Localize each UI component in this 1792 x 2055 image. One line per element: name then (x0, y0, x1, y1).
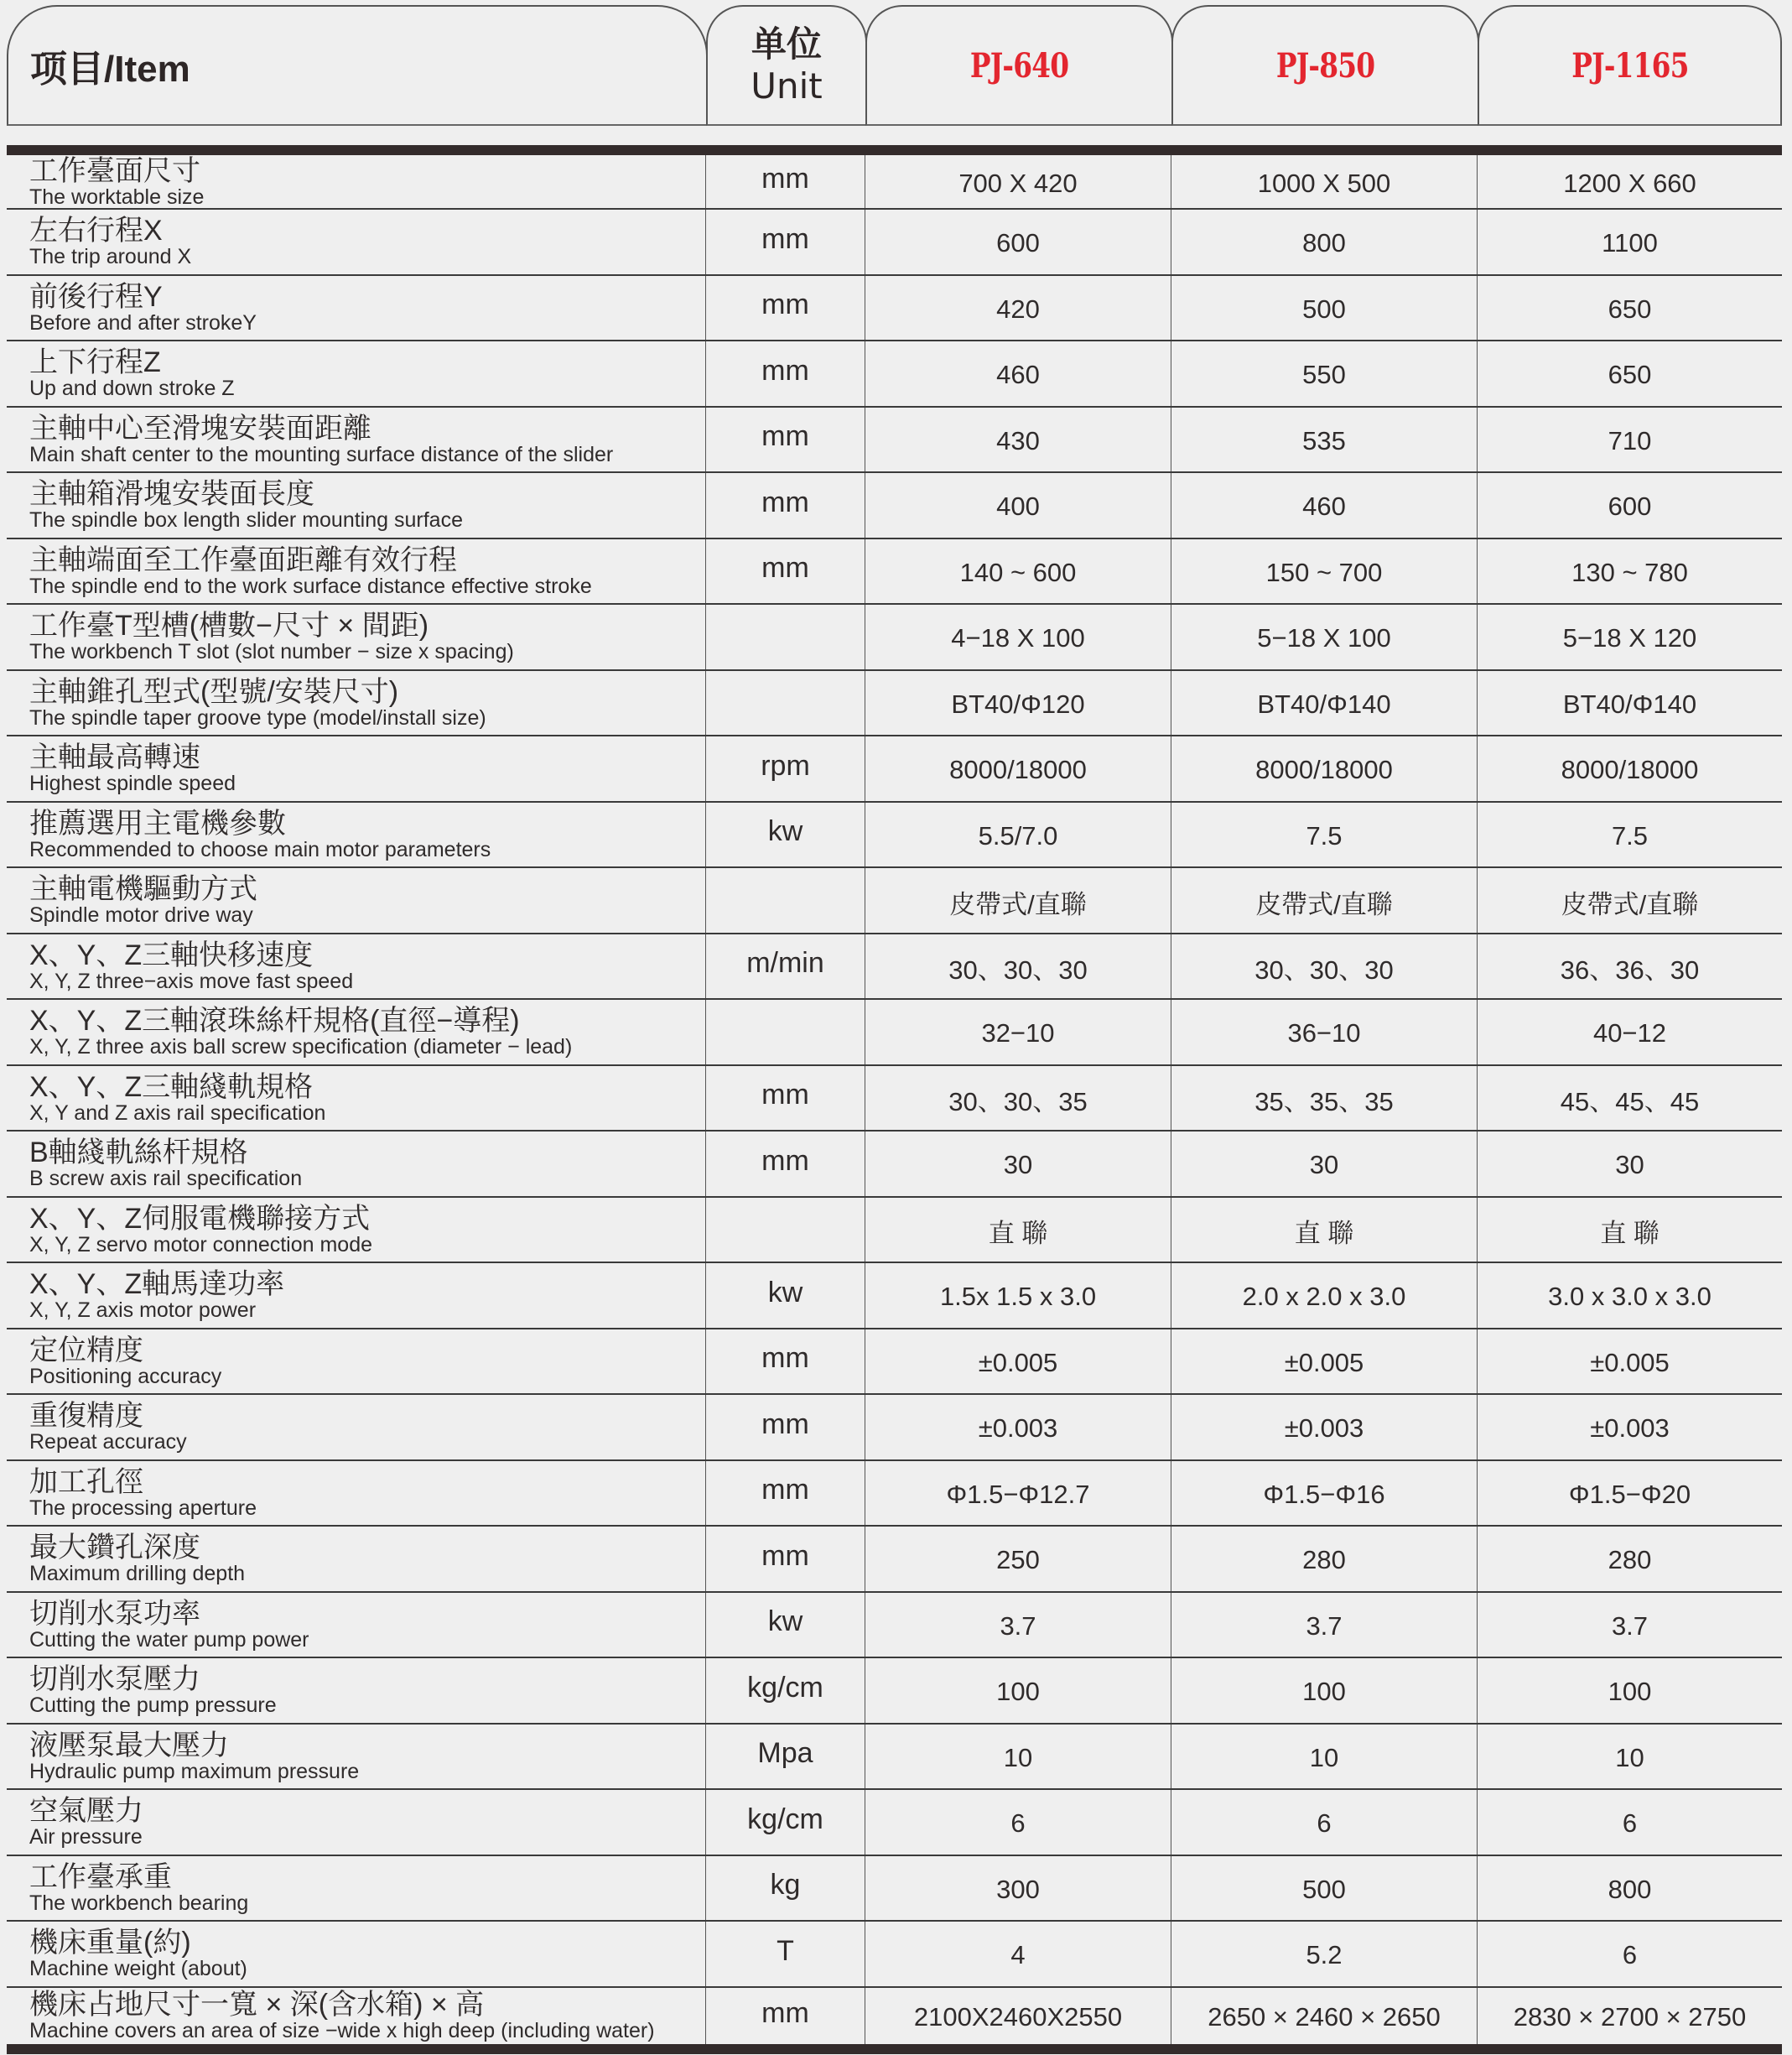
value-cell-pj1165: 3.0 x 3.0 x 3.0 (1548, 1282, 1711, 1312)
value-cell-pj640: 2100X2460X2550 (865, 1988, 1171, 2044)
table-row (7, 539, 1782, 606)
value-cell-pj850: 30 (1171, 1132, 1478, 1196)
table-row (7, 1593, 1782, 1659)
item-name-zh: 重復精度 (29, 1400, 143, 1433)
unit-cell: mm (706, 276, 865, 341)
unit-cell: mm (706, 1395, 865, 1459)
value-cell-pj1165: 40−12 (1592, 1018, 1667, 1048)
unit-cell: mm (706, 473, 865, 538)
item-name-en: Before and after strokeY (29, 310, 257, 335)
value-cell-pj640: 420 (865, 276, 1171, 341)
value-cell-pj850: 7.5 (1171, 803, 1478, 867)
table-row (7, 1790, 1782, 1856)
value-cell-pj640: 4−18 X 100 (865, 605, 1171, 669)
header-divider-bar (7, 145, 1782, 155)
value-cell-pj640: 700 X 420 (865, 155, 1171, 208)
item-name-zh: X、Y、Z軸馬達功率 (29, 1268, 285, 1301)
unit-cell: kg/cm (706, 1658, 865, 1723)
value-cell-pj640: 皮帶式/直聯 (865, 868, 1171, 933)
value-cell-pj850: ±0.005 (1171, 1329, 1478, 1394)
value-cell-pj1165: 7.5 (1611, 820, 1649, 851)
value-cell-pj640: 250 (865, 1527, 1171, 1591)
value-cell-pj640: Φ1.5−Φ12.7 (865, 1461, 1171, 1526)
item-name-zh: 空氣壓力 (29, 1795, 143, 1828)
table-row (7, 671, 1782, 737)
value-cell-pj640: 5.5/7.0 (865, 803, 1171, 867)
unit-cell: mm (706, 1461, 865, 1526)
item-cell (7, 605, 706, 669)
item-name-zh: X、Y、Z三軸滾珠絲杆規格(直徑−導程) (29, 1005, 520, 1038)
item-name-en: X, Y, Z axis motor power (29, 1298, 257, 1323)
item-name-en: Up and down stroke Z (29, 377, 235, 401)
item-name-zh: 左右行程X (29, 215, 163, 247)
value-cell-pj1165: 6 (1622, 1808, 1638, 1839)
table-row (7, 1395, 1782, 1461)
value-cell-pj640: 430 (865, 408, 1171, 472)
value-cell-pj640: 300 (865, 1856, 1171, 1921)
item-cell (7, 1527, 706, 1591)
table-row (7, 1198, 1782, 1264)
item-name-en: Cutting the pump pressure (29, 1693, 277, 1718)
unit-cell: mm (706, 408, 865, 472)
value-cell-pj640: ±0.003 (865, 1395, 1171, 1459)
item-name-zh: B軸綫軌絲杆規格 (29, 1137, 248, 1169)
value-cell-pj1165: 130 ~ 780 (1571, 557, 1688, 587)
value-cell-pj850: 550 (1171, 341, 1478, 406)
value-cell-pj1165: 10 (1615, 1742, 1644, 1772)
unit-cell (706, 1000, 865, 1064)
item-name-en: Air pressure (29, 1825, 143, 1850)
item-cell (7, 276, 706, 341)
unit-cell: mm (706, 341, 865, 406)
unit-cell (706, 1198, 865, 1262)
table-row (7, 1922, 1782, 1988)
table-row (7, 408, 1782, 474)
item-cell (7, 1329, 706, 1394)
unit-cell: mm (706, 1988, 865, 2044)
value-cell-pj850: 2650 × 2460 × 2650 (1171, 1988, 1478, 2044)
item-name-en: Main shaft center to the mounting surface distance of the slider (29, 442, 614, 466)
value-cell-pj640: 10 (865, 1725, 1171, 1789)
item-name-en: X, Y, Z three axis ball screw specification (diameter − lead) (29, 1035, 573, 1059)
item-cell (7, 408, 706, 472)
item-name-zh: 主軸電機驅動方式 (29, 873, 257, 906)
value-cell-pj1165: 1100 (1602, 228, 1658, 258)
item-name-en: Repeat accuracy (29, 1430, 187, 1454)
item-name-en: X, Y, Z three−axis move fast speed (29, 969, 354, 993)
value-cell-pj640: 400 (865, 473, 1171, 538)
item-cell (7, 1988, 706, 2044)
unit-cell: Mpa (706, 1725, 865, 1789)
value-cell-pj640: 140 ~ 600 (865, 539, 1171, 604)
value-cell-pj850: 30、30、30 (1171, 934, 1478, 999)
table-row (7, 341, 1782, 408)
item-cell (7, 934, 706, 999)
item-name-zh: 切削水泵功率 (29, 1597, 200, 1630)
unit-cell (706, 868, 865, 933)
value-cell-pj1165: 3.7 (1611, 1610, 1649, 1641)
table-row (7, 1000, 1782, 1066)
table-row (7, 868, 1782, 934)
value-cell-pj640: ±0.005 (865, 1329, 1171, 1394)
table-row (7, 1856, 1782, 1922)
value-cell-pj640: 1.5x 1.5 x 3.0 (865, 1263, 1171, 1328)
value-cell-pj850: 2.0 x 2.0 x 3.0 (1171, 1263, 1478, 1328)
value-cell-pj1165: 650 (1608, 360, 1652, 390)
item-name-en: B screw axis rail specification (29, 1167, 303, 1191)
item-name-en: The worktable size (29, 185, 205, 209)
item-name-en: Cutting the water pump power (29, 1627, 309, 1652)
item-cell (7, 1922, 706, 1986)
value-cell-pj1165: ±0.005 (1590, 1347, 1670, 1377)
unit-cell: mm (706, 155, 865, 208)
table-row (7, 803, 1782, 869)
item-cell (7, 539, 706, 604)
value-cell-pj640: 直 聯 (865, 1198, 1171, 1262)
item-cell (7, 1395, 706, 1459)
item-name-zh: 上下行程Z (29, 346, 161, 379)
value-cell-pj640: 32−10 (865, 1000, 1171, 1064)
value-cell-pj1165: 8000/18000 (1561, 755, 1699, 785)
header-model-cell (865, 5, 1173, 126)
value-cell-pj1165: 2830 × 2700 × 2750 (1513, 2002, 1747, 2032)
table-row (7, 605, 1782, 671)
item-name-zh: 工作臺T型槽(槽數−尺寸 × 間距) (29, 610, 429, 643)
table-header (7, 5, 1782, 126)
item-name-en: Recommended to choose main motor parameters (29, 837, 491, 861)
table-row (7, 934, 1782, 1001)
item-cell (7, 671, 706, 736)
item-name-en: The processing aperture (29, 1496, 257, 1520)
header-unit-en: Unit (751, 65, 823, 107)
item-cell (7, 1856, 706, 1921)
item-cell (7, 210, 706, 274)
item-name-zh: 機床重量(約) (29, 1927, 191, 1959)
value-cell-pj1165: 800 (1608, 1874, 1652, 1904)
item-name-en: Hydraulic pump maximum pressure (29, 1759, 360, 1783)
item-cell (7, 1593, 706, 1657)
header-unit-label (751, 23, 823, 107)
header-item-cell (7, 5, 708, 126)
value-cell-pj850: 500 (1171, 1856, 1478, 1921)
value-cell-pj640: BT40/Φ120 (865, 671, 1171, 736)
item-name-en: X, Y and Z axis rail specification (29, 1100, 326, 1125)
value-cell-pj850: 35、35、35 (1171, 1066, 1478, 1131)
footer-divider-bar (7, 2044, 1782, 2054)
value-cell-pj640: 30、30、30 (865, 934, 1171, 999)
value-cell-pj850: 10 (1171, 1725, 1478, 1789)
value-cell-pj1165: 皮帶式/直聯 (1561, 889, 1699, 919)
value-cell-pj850: 直 聯 (1171, 1198, 1478, 1262)
item-name-en: The trip around X (29, 245, 192, 269)
unit-cell: kg (706, 1856, 865, 1921)
header-model-cell (1478, 5, 1782, 126)
unit-cell: m/min (706, 934, 865, 999)
value-cell-pj850: Φ1.5−Φ16 (1171, 1461, 1478, 1526)
item-name-en: The workbench bearing (29, 1891, 249, 1915)
unit-cell: mm (706, 1329, 865, 1394)
value-cell-pj640: 100 (865, 1658, 1171, 1723)
unit-cell (706, 671, 865, 736)
unit-cell: mm (706, 539, 865, 604)
item-name-zh: X、Y、Z伺服電機聯接方式 (29, 1202, 371, 1235)
value-cell-pj850: 500 (1171, 276, 1478, 341)
table-row (7, 1658, 1782, 1725)
item-name-zh: 主軸中心至滑塊安裝面距離 (29, 412, 371, 445)
table-row (7, 473, 1782, 539)
value-cell-pj640: 30 (865, 1132, 1171, 1196)
value-cell-pj1165: 36、36、30 (1560, 955, 1700, 986)
unit-cell: mm (706, 1132, 865, 1196)
item-name-zh: 加工孔徑 (29, 1465, 143, 1498)
value-cell-pj850: 3.7 (1171, 1593, 1478, 1657)
item-name-zh: 工作臺承重 (29, 1860, 172, 1893)
table-row (7, 736, 1782, 803)
item-cell (7, 1132, 706, 1196)
unit-cell: kw (706, 803, 865, 867)
model-name-pj640: PJ-640 (969, 45, 1069, 86)
table-row (7, 1066, 1782, 1132)
spec-table (7, 155, 1782, 2044)
unit-cell: mm (706, 1066, 865, 1131)
value-cell-pj1165: 1200 X 660 (1563, 168, 1696, 198)
item-name-zh: 切削水泵壓力 (29, 1663, 200, 1696)
value-cell-pj850: 5−18 X 100 (1171, 605, 1478, 669)
item-cell (7, 1658, 706, 1723)
item-cell (7, 1725, 706, 1789)
value-cell-pj640: 600 (865, 210, 1171, 274)
unit-cell: kw (706, 1593, 865, 1657)
item-name-zh: 工作臺面尺寸 (29, 154, 200, 187)
value-cell-pj1165: 650 (1608, 294, 1652, 324)
item-name-en: Positioning accuracy (29, 1364, 222, 1388)
item-cell (7, 868, 706, 933)
value-cell-pj850: ±0.003 (1171, 1395, 1478, 1459)
item-name-zh: 主軸箱滑塊安裝面長度 (29, 478, 314, 511)
value-cell-pj850: 535 (1171, 408, 1478, 472)
item-cell (7, 1000, 706, 1064)
item-name-zh: 前後行程Y (29, 280, 163, 313)
model-name-pj850: PJ-850 (1275, 45, 1375, 86)
value-cell-pj640: 6 (865, 1790, 1171, 1855)
item-cell (7, 473, 706, 538)
value-cell-pj640: 3.7 (865, 1593, 1171, 1657)
item-name-en: The spindle box length slider mounting surface (29, 508, 463, 533)
value-cell-pj850: 36−10 (1171, 1000, 1478, 1064)
value-cell-pj850: 460 (1171, 473, 1478, 538)
value-cell-pj850: 6 (1171, 1790, 1478, 1855)
value-cell-pj850: 1000 X 500 (1171, 155, 1478, 208)
value-cell-pj850: 280 (1171, 1527, 1478, 1591)
item-name-zh: 主軸錐孔型式(型號/安裝尺寸) (29, 675, 399, 708)
header-unit-zh: 单位 (751, 24, 822, 64)
item-name-zh: 機床占地尺寸一寬 × 深(含水箱) × 高 (29, 1989, 485, 2021)
table-row (7, 1988, 1782, 2044)
table-row (7, 1132, 1782, 1198)
item-name-zh: X、Y、Z三軸綫軌規格 (29, 1070, 314, 1103)
item-cell (7, 1263, 706, 1328)
value-cell-pj1165: 710 (1608, 425, 1652, 455)
item-name-en: Machine weight (about) (29, 1957, 247, 1981)
item-name-zh: X、Y、Z三軸快移速度 (29, 939, 314, 971)
value-cell-pj1165: 5−18 X 120 (1562, 623, 1697, 653)
item-cell (7, 341, 706, 406)
value-cell-pj640: 30、30、35 (865, 1066, 1171, 1131)
value-cell-pj640: 460 (865, 341, 1171, 406)
value-cell-pj1165: 45、45、45 (1560, 1087, 1700, 1117)
value-cell-pj850: 800 (1171, 210, 1478, 274)
value-cell-pj1165: 280 (1608, 1545, 1652, 1575)
value-cell-pj1165: 6 (1622, 1940, 1638, 1970)
value-cell-pj850: 8000/18000 (1171, 736, 1478, 801)
item-name-en: The spindle taper groove type (model/install size) (29, 705, 486, 730)
item-cell (7, 1198, 706, 1262)
item-name-en: Maximum drilling depth (29, 1562, 246, 1586)
item-name-zh: 最大鑽孔深度 (29, 1532, 200, 1564)
item-cell (7, 155, 706, 208)
item-name-zh: 主軸端面至工作臺面距離有效行程 (29, 544, 457, 576)
model-name-pj1165: PJ-1165 (1571, 45, 1689, 86)
header-item-label: 项目/Item (30, 49, 190, 90)
item-name-en: Highest spindle speed (29, 772, 236, 796)
value-cell-pj850: 150 ~ 700 (1171, 539, 1478, 604)
item-name-en: The spindle end to the work surface distance effective stroke (29, 574, 592, 598)
value-cell-pj1165: BT40/Φ140 (1562, 689, 1697, 719)
value-cell-pj1165: 直 聯 (1600, 1219, 1660, 1249)
table-row (7, 210, 1782, 276)
item-name-en: X, Y, Z servo motor connection mode (29, 1232, 373, 1256)
unit-cell: mm (706, 210, 865, 274)
value-cell-pj1165: 100 (1608, 1677, 1652, 1707)
item-name-zh: 液壓泵最大壓力 (29, 1729, 229, 1761)
table-row (7, 1725, 1782, 1791)
item-name-zh: 定位精度 (29, 1334, 143, 1366)
value-cell-pj850: 皮帶式/直聯 (1171, 868, 1478, 933)
item-cell (7, 1790, 706, 1855)
header-unit-cell (706, 5, 867, 126)
value-cell-pj1165: Φ1.5−Φ20 (1568, 1479, 1691, 1509)
value-cell-pj640: 8000/18000 (865, 736, 1171, 801)
table-row (7, 1329, 1782, 1396)
unit-cell: kw (706, 1263, 865, 1328)
item-name-zh: 主軸最高轉速 (29, 741, 200, 774)
unit-cell: T (706, 1922, 865, 1986)
item-name-en: Spindle motor drive way (29, 903, 253, 928)
value-cell-pj640: 4 (865, 1922, 1171, 1986)
unit-cell (706, 605, 865, 669)
item-name-en: The workbench T slot (slot number − size x spacing) (29, 640, 514, 664)
header-model-cell (1171, 5, 1479, 126)
table-row (7, 155, 1782, 210)
value-cell-pj850: 5.2 (1171, 1922, 1478, 1986)
value-cell-pj1165: ±0.003 (1590, 1413, 1670, 1444)
item-cell (7, 736, 706, 801)
unit-cell: rpm (706, 736, 865, 801)
value-cell-pj850: BT40/Φ140 (1171, 671, 1478, 736)
item-cell (7, 1461, 706, 1526)
value-cell-pj1165: 600 (1608, 492, 1652, 522)
table-row (7, 276, 1782, 342)
table-row (7, 1461, 1782, 1527)
table-row (7, 1527, 1782, 1593)
item-cell (7, 803, 706, 867)
item-name-zh: 推薦選用主電機參數 (29, 807, 286, 840)
item-cell (7, 1066, 706, 1131)
value-cell-pj850: 100 (1171, 1658, 1478, 1723)
value-cell-pj1165: 30 (1615, 1150, 1644, 1180)
unit-cell: mm (706, 1527, 865, 1591)
table-row (7, 1263, 1782, 1329)
unit-cell: kg/cm (706, 1790, 865, 1855)
item-name-en: Machine covers an area of size −wide x high deep (including water) (29, 2019, 655, 2042)
